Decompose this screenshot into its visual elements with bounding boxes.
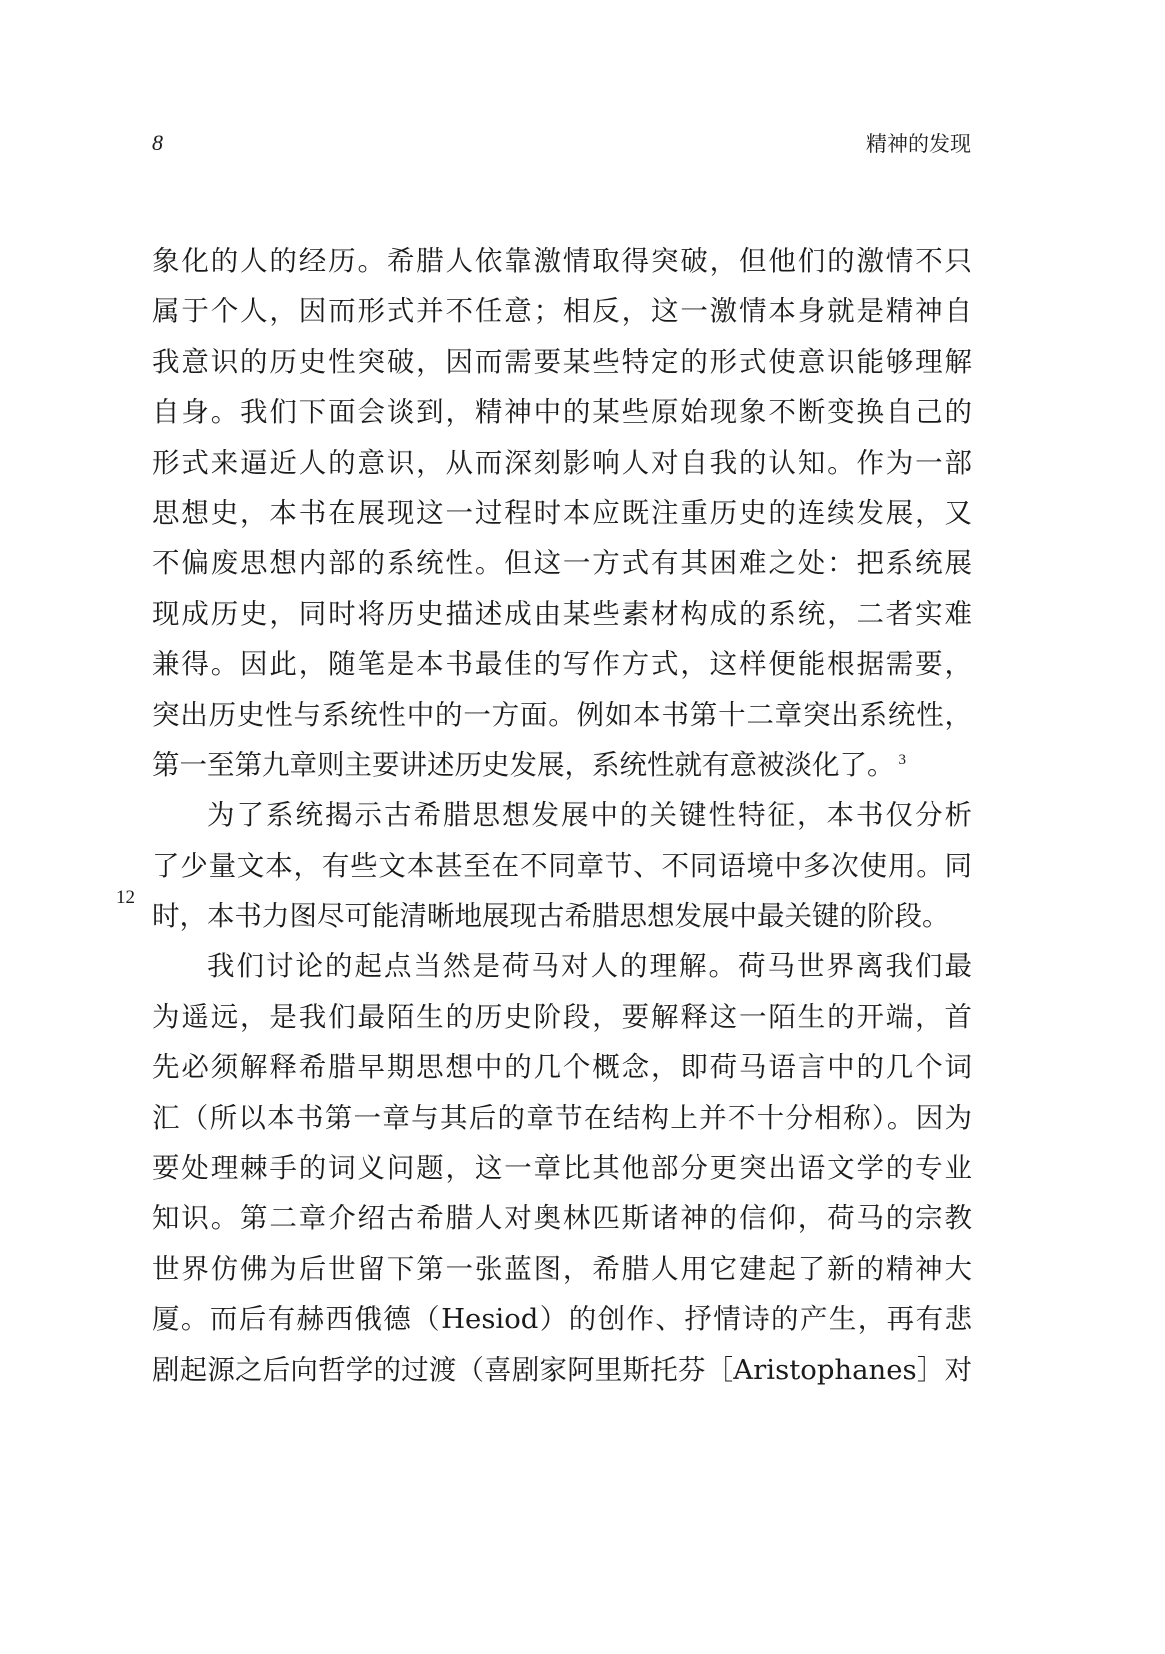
text-line: 思想史，本书在展现这一过程时本应既注重历史的连续发展，又	[152, 496, 972, 529]
body-text	[152, 236, 972, 1395]
text-line: 象化的人的经历。希腊人依靠激情取得突破，但他们的激情不只	[152, 245, 972, 277]
text-line: 属于个人，因而形式并不任意；相反，这一激情本身就是精神自	[152, 295, 972, 328]
text-line: 我意识的历史性突破，因而需要某些特定的形式使意识能够理解	[152, 345, 972, 378]
text-line: 不偏废思想内部的系统性。但这一方式有其困难之处：把系统展	[152, 547, 972, 580]
text-line: 现成历史，同时将历史描述成由某些素材构成的系统，二者实难	[152, 597, 972, 630]
footnote-reference[interactable]: 3	[898, 751, 906, 768]
page-number: 8	[152, 130, 163, 155]
text-line: 形式来逼近人的意识，从而深刻影响人对自我的认知。作为一部	[152, 446, 972, 479]
text-line: 突出历史性与系统性中的一方面。例如本书第十二章突出系统性，	[152, 698, 972, 731]
text-line: 为遥远，是我们最陌生的历史阶段，要解释这一陌生的开端，首	[152, 1000, 972, 1033]
text-line: 了少量文本，有些文本甚至在不同章节、不同语境中多次使用。同	[152, 849, 972, 882]
margin-reference-number: 12	[116, 887, 135, 908]
text-line: 先必须解释希腊早期思想中的几个概念，即荷马语言中的几个词	[152, 1051, 972, 1084]
text-line: 时，本书力图尽可能清晰地展现古希腊思想发展中最关键的阶段。	[152, 900, 950, 933]
text-line: 要处理棘手的词义问题，这一章比其他部分更突出语文学的专业	[152, 1152, 972, 1185]
text-line: 为了系统揭示古希腊思想发展中的关键性特征，本书仅分析	[207, 799, 972, 832]
text-line: 我们讨论的起点当然是荷马对人的理解。荷马世界离我们最	[207, 950, 972, 983]
text-line: 世界仿佛为后世留下第一张蓝图，希腊人用它建起了新的精神大	[152, 1252, 972, 1285]
running-title: 精神的发现	[866, 132, 971, 156]
text-line: 剧起源之后向哲学的过渡（喜剧家阿里斯托芬［Aristophanes］对	[152, 1353, 972, 1386]
text-line: 知识。第二章介绍古希腊人对奥林匹斯诸神的信仰，荷马的宗教	[152, 1202, 972, 1235]
text-line: 厦。而后有赫西俄德（Hesiod）的创作、抒情诗的产生，再有悲	[152, 1303, 972, 1336]
text-line	[152, 740, 972, 790]
text-line-content: 第一至第九章则主要讲述历史发展，系统性就有意被淡化了。	[152, 748, 895, 781]
text-line: 汇（所以本书第一章与其后的章节在结构上并不十分相称）。因为	[152, 1101, 972, 1134]
text-line: 兼得。因此，随笔是本书最佳的写作方式，这样便能根据需要，	[152, 648, 972, 681]
text-line: 自身。我们下面会谈到，精神中的某些原始现象不断变换自己的	[152, 396, 972, 429]
